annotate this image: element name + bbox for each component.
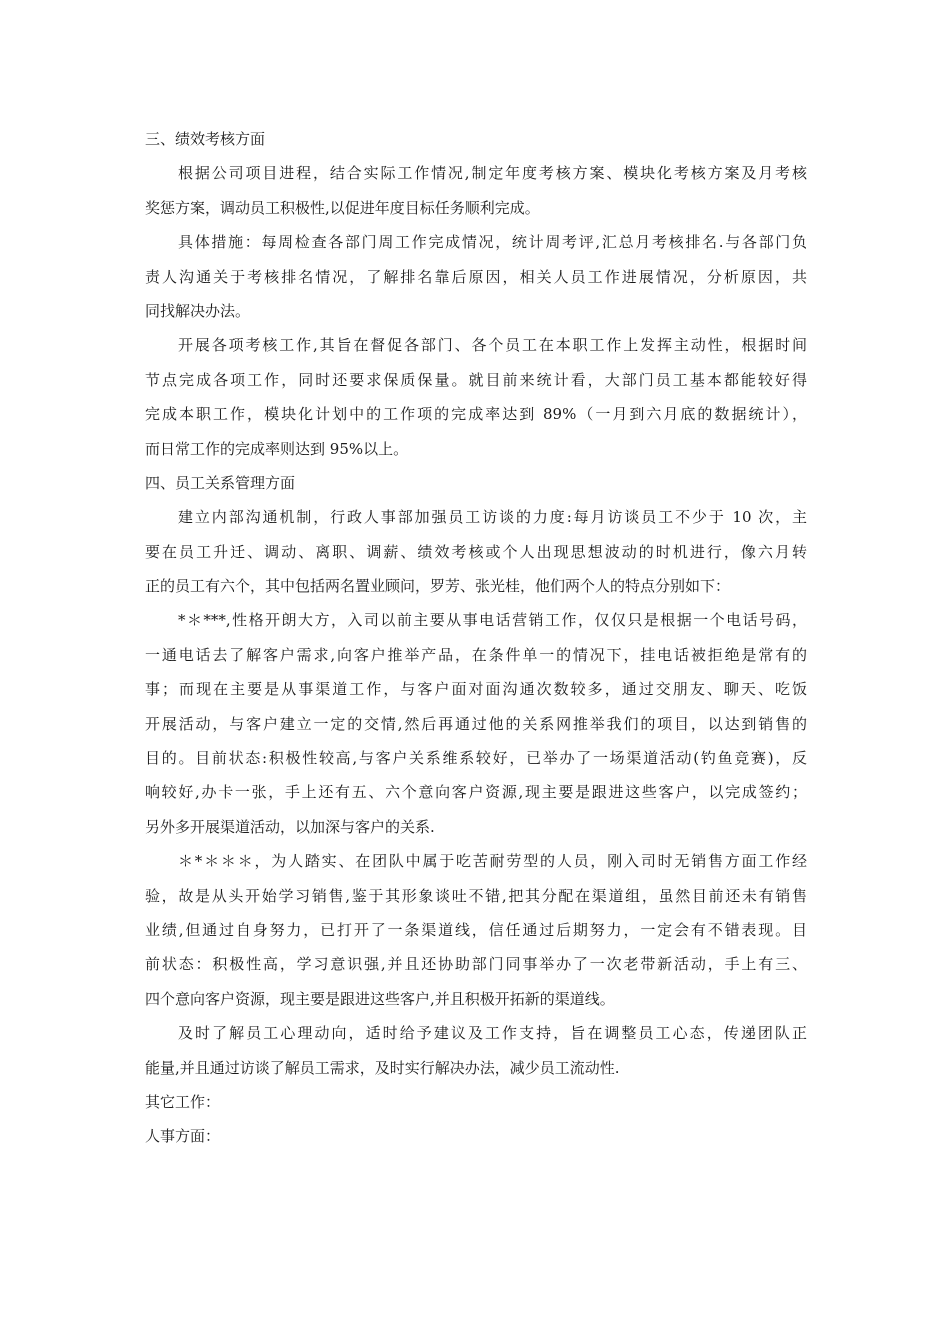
document-body xyxy=(145,122,807,1154)
paragraph-line: 开展活动，与客户建立一定的交情,然后再通过他的关系网推举我们的项目，以达到销售的 xyxy=(145,714,807,733)
paragraph-line: 根据公司项目进程，结合实际工作情况,制定年度考核方案、模块化考核方案及月考核 xyxy=(178,164,807,183)
paragraph-line: 另外多开展渠道活动，以加深与客户的关系. xyxy=(145,817,435,836)
paragraph-line: 完成本职工作，模块化计划中的工作项的完成率达到 89%（一月到六月底的数据统计）， xyxy=(145,405,807,424)
paragraph-line: 同找解决办法。 xyxy=(145,301,251,320)
paragraph-line: 而日常工作的完成率则达到 95%以上。 xyxy=(145,439,409,458)
paragraph-line: 正的员工有六个，其中包括两名置业顾问，罗芳、张光桂，他们两个人的特点分别如下： xyxy=(145,577,731,596)
other-work-heading: 其它工作： xyxy=(145,1092,221,1111)
paragraph-line: 业绩,但通过自身努力，已打开了一条渠道线，信任通过后期努力，一定会有不错表现。目 xyxy=(145,920,807,939)
paragraph-line: 一通电话去了解客户需求,向客户推举产品，在条件单一的情况下，挂电话被拒绝是常有的 xyxy=(145,645,807,664)
paragraph-line: 事；而现在主要是从事渠道工作，与客户面对面沟通次数较多，通过交朋友、聊天、吃饭 xyxy=(145,680,807,699)
paragraph-line: 节点完成各项工作，同时还要求保质保量。就目前来统计看，大部门员工基本都能较好得 xyxy=(145,370,807,389)
paragraph-line: *＊***,性格开朗大方，入司以前主要从事电话营销工作，仅仅只是根据一个电话号码， xyxy=(178,611,807,630)
paragraph-line: ＊*＊＊＊，为人踏实、在团队中属于吃苦耐劳型的人员，刚入司时无销售方面工作经 xyxy=(178,852,807,871)
hr-section-heading: 人事方面： xyxy=(145,1127,221,1146)
paragraph-line: 奖惩方案，调动员工积极性,以促进年度目标任务顺利完成。 xyxy=(145,198,540,217)
section-heading-employee-relations: 四、员工关系管理方面 xyxy=(145,473,296,492)
paragraph-line: 能量,并且通过访谈了解员工需求，及时实行解决办法，减少员工流动性. xyxy=(145,1058,620,1077)
paragraph-line: 要在员工升迁、调动、离职、调薪、绩效考核或个人出现思想波动的时机进行，像六月转 xyxy=(145,542,807,561)
section-heading-performance: 三、绩效考核方面 xyxy=(145,130,266,148)
paragraph-line: 目的。目前状态:积极性较高,与客户关系维系较好，已举办了一场渠道活动(钓鱼竞赛)，反 xyxy=(145,749,807,768)
paragraph-line: 验，故是从头开始学习销售,鉴于其形象谈吐不错,把其分配在渠道组，虽然目前还未有销售 xyxy=(145,886,807,905)
paragraph-line: 及时了解员工心理动向，适时给予建议及工作支持，旨在调整员工心态，传递团队正 xyxy=(178,1024,807,1043)
paragraph-line: 责人沟通关于考核排名情况，了解排名靠后原因，相关人员工作进展情况，分析原因，共 xyxy=(145,267,807,286)
paragraph-line: 建立内部沟通机制，行政人事部加强员工访谈的力度:每月访谈员工不少于 10 次，主 xyxy=(178,508,807,527)
paragraph-line: 具体措施：每周检查各部门周工作完成情况，统计周考评,汇总月考核排名.与各部门负 xyxy=(178,233,807,252)
paragraph-line: 前状态：积极性高，学习意识强,并且还协助部门同事举办了一次老带新活动，手上有三、 xyxy=(145,955,807,974)
paragraph-line: 四个意向客户资源，现主要是跟进这些客户,并且积极开拓新的渠道线。 xyxy=(145,989,615,1008)
paragraph-line: 响较好,办卡一张，手上还有五、六个意向客户资源,现主要是跟进这些客户，以完成签约； xyxy=(145,783,807,802)
paragraph-line: 开展各项考核工作,其旨在督促各部门、各个员工在本职工作上发挥主动性，根据时间 xyxy=(178,336,807,355)
